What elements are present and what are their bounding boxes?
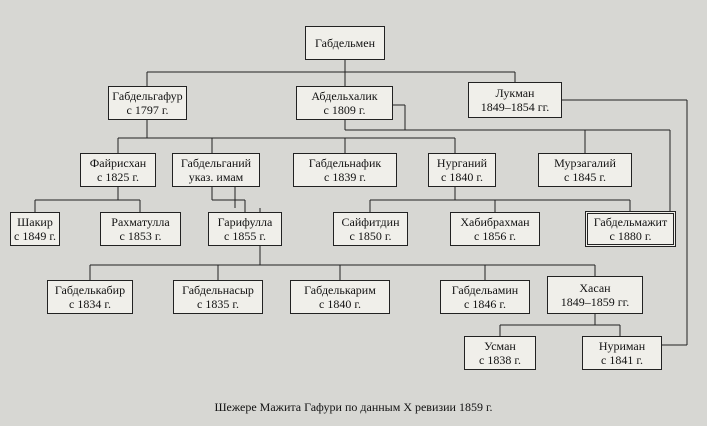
node-gabdelnasyr: [173, 280, 263, 314]
node-date: с 1834 г.: [69, 297, 111, 311]
node-date: с 1850 г.: [349, 229, 392, 243]
node-name: Шакир: [17, 215, 53, 229]
node-gabdelmen: [305, 26, 385, 60]
node-date: с 1855 г.: [224, 229, 266, 243]
node-gabdelkarim: [290, 280, 390, 314]
node-date: с 1809 г.: [323, 103, 366, 117]
node-name: Усман: [484, 339, 516, 353]
node-gabdelgafur: [108, 86, 187, 120]
node-name: Габдельнафик: [308, 156, 382, 170]
node-name: Габделькарим: [304, 283, 376, 297]
node-date: с 1840 г.: [319, 297, 361, 311]
node-name: Нурганий: [436, 156, 488, 170]
node-name: Файрисхан: [89, 156, 147, 170]
node-gabdelamin: [440, 280, 530, 314]
node-name: Габдельмажит: [593, 215, 668, 229]
node-name: Хасан: [579, 281, 611, 295]
node-date: с 1845 г.: [564, 170, 606, 184]
node-gabdelganiy: [172, 153, 260, 187]
node-date: с 1846 г.: [464, 297, 506, 311]
node-name: Габделькабир: [54, 283, 126, 297]
node-date: 1849–1859 гг.: [560, 295, 630, 309]
node-date: с 1849 г.: [14, 229, 56, 243]
node-lukman: [468, 82, 562, 118]
node-date: с 1838 г.: [479, 353, 521, 367]
node-garifulla: [208, 212, 282, 246]
node-date: с 1853 г.: [119, 229, 162, 243]
node-date: с 1880 г.: [609, 229, 652, 243]
node-gabdelkabir: [47, 280, 133, 314]
node-date: с 1839 г.: [324, 170, 366, 184]
node-date: с 1841 г.: [601, 353, 643, 367]
node-date: 1849–1854 гг.: [480, 100, 550, 114]
node-name: Хабибрахман: [460, 215, 530, 229]
node-name: Рахматулла: [111, 215, 170, 229]
node-abdelkhalik: [296, 86, 393, 120]
node-nurganiy: [428, 153, 496, 187]
node-name: Лукман: [495, 86, 535, 100]
node-name: Габдельмен: [314, 36, 375, 50]
node-date: с 1797 г.: [126, 103, 169, 117]
node-gabdelmazhit: [585, 211, 676, 247]
node-rakhmatulla: [100, 212, 181, 246]
node-date: с 1856 г.: [474, 229, 516, 243]
node-name: Гарифулла: [217, 215, 273, 229]
node-usman: [464, 336, 536, 370]
node-khasan: [547, 276, 643, 314]
node-date: указ. имам: [188, 170, 244, 184]
node-sayfitdin: [333, 212, 408, 246]
node-shakir: [10, 212, 60, 246]
figure-caption: Шежере Мажита Гафури по данным X ревизии 1859 г.: [214, 400, 493, 414]
node-name: Сайфитдин: [341, 215, 400, 229]
node-date: с 1825 г.: [97, 170, 139, 184]
node-date: с 1835 г.: [197, 297, 239, 311]
node-fayriskhan: [80, 153, 156, 187]
node-name: Мурзагалий: [554, 156, 616, 170]
node-name: Габдельгафур: [112, 89, 183, 103]
node-name: Абдельхалик: [311, 89, 378, 103]
node-name: Габдельамин: [451, 283, 519, 297]
node-name: Габдельнасыр: [182, 283, 254, 297]
node-gabdelnafik: [293, 153, 397, 187]
node-murzagaliy: [538, 153, 632, 187]
node-date: с 1840 г.: [441, 170, 483, 184]
node-name: Габдельганий: [180, 156, 252, 170]
node-nuriman: [582, 336, 662, 370]
node-name: Нуриман: [598, 339, 646, 353]
node-khabibrakhman: [450, 212, 540, 246]
